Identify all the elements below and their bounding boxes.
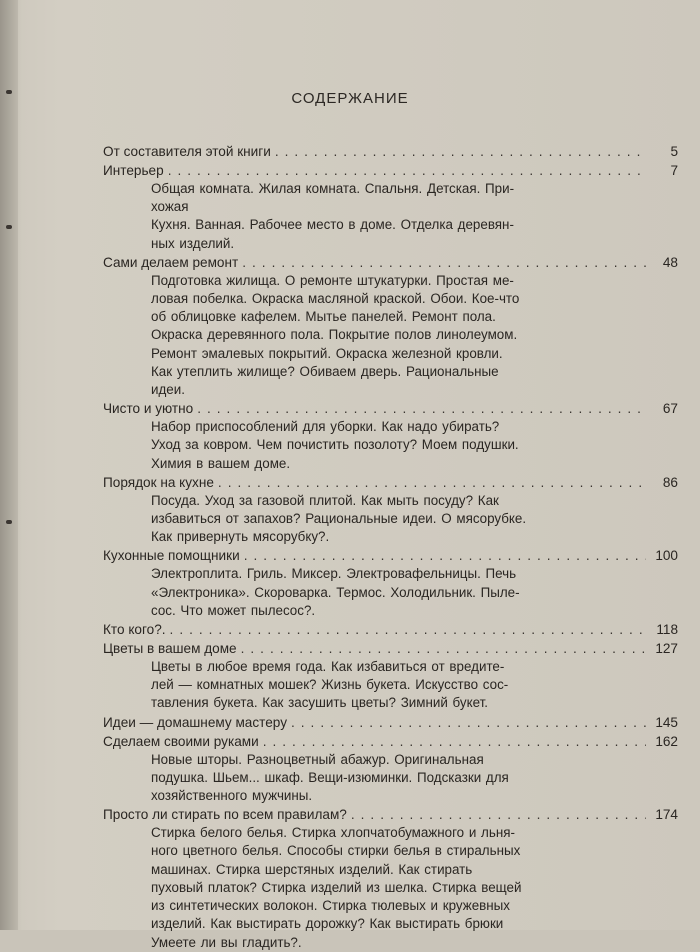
toc-entry-page: 48: [662, 254, 678, 270]
toc-entry: [103, 713, 678, 732]
dot-leader: [197, 399, 646, 418]
dot-leader: [244, 546, 646, 565]
toc-entry: [103, 732, 678, 806]
dot-leader: [242, 253, 646, 272]
toc-entry-description: Набор приспособлений для уборки. Как надо убирать? Уход за ковром. Чем почистить позолоту? Моем подушки. Химия в вашем доме.: [151, 419, 519, 471]
toc-entry: [103, 620, 678, 639]
toc-entry-title: Сделаем своими руками: [103, 733, 259, 749]
toc-entry-page: 86: [662, 474, 678, 490]
toc-entry: [103, 473, 678, 547]
dot-leader: [351, 805, 646, 824]
toc-entry: [103, 399, 678, 473]
toc-entry-title: Кто кого?.: [103, 622, 166, 638]
dot-leader: [275, 142, 646, 161]
toc-entry-page: 174: [655, 807, 678, 823]
toc-entry: [103, 639, 678, 713]
dot-leader: [263, 732, 646, 751]
toc-entry-title: Кухонные помощники: [103, 548, 240, 564]
table-of-contents: [103, 142, 678, 952]
toc-entry-row: [103, 620, 678, 639]
toc-entry-page: 100: [655, 548, 678, 564]
dot-leader: [291, 713, 646, 732]
toc-entry-page: 127: [655, 641, 678, 657]
toc-entry-page: 67: [662, 401, 678, 417]
toc-entry-description: Посуда. Уход за газовой плитой. Как мыть посуду? Как избавиться от запахов? Рациональные идеи. О мясорубке. Как привернуть мясорубку?.: [151, 492, 527, 545]
page-title: СОДЕРЖАНИЕ: [291, 90, 409, 107]
toc-entry-title: Цветы в вашем доме: [103, 641, 237, 657]
toc-entry-description: Стирка белого белья. Стирка хлопчатобумажного и льня- ного цветного белья. Способы стирки белья в стиральных машинах. Стирка шерстяных изделий. Как стирать пуховый платок? Стирка изделий из шелка. Стирка вещей из синтетических волокон. Стирка тюлевых и кружевных изделий. Как выстирать дорожку? Как выстирать брюки Умеете ли вы гладить?.: [151, 825, 522, 950]
toc-entry-description: Новые шторы. Разноцветный абажур. Оригинальная подушка. Шьем... шкаф. Вещи-изюминки. Подсказки для хозяйственного мужчины.: [151, 751, 509, 804]
toc-entry-row: [103, 732, 678, 751]
toc-entry-title: Сами делаем ремонт: [103, 254, 239, 270]
toc-entry: [103, 161, 678, 253]
toc-entry: [103, 142, 678, 161]
toc-entry-row: [103, 805, 678, 824]
toc-entry-row: [103, 161, 678, 180]
binding-mark: [6, 520, 12, 524]
toc-entry-title: Чисто и уютно: [103, 401, 194, 417]
toc-entry-row: [103, 142, 678, 161]
toc-entry-row: [103, 713, 678, 732]
toc-entry-row: [103, 399, 678, 418]
toc-entry-page: 7: [670, 163, 678, 178]
toc-entry-row: [103, 473, 678, 492]
toc-entry-description: Электроплита. Гриль. Миксер. Электровафельницы. Печь «Электроника». Скороварка. Термос. Холодильник. Пыле- сос. Что может пылесос?.: [151, 566, 520, 618]
toc-entry-page: 162: [655, 733, 678, 749]
dot-leader: [168, 161, 646, 180]
toc-entry-page: 118: [656, 622, 678, 638]
toc-entry-row: [103, 253, 678, 272]
toc-entry-row: [103, 546, 678, 565]
toc-entry-page: 5: [670, 144, 678, 159]
toc-entry-page: 145: [655, 714, 678, 730]
dot-leader: [170, 620, 646, 639]
toc-entry-description: Подготовка жилища. О ремонте штукатурки. Простая ме- ловая побелка. Окраска масляной краской. Обои. Кое-что об облицовке кафелем. Мытье панелей. Ремонт пола. Окраска деревянного пола. Покрытие полов линолеумом. Ремонт эмалевых покрытий. Окраска железной кровли. Как утеплить жилище? Обиваем дверь. Рациональные идеи.: [151, 272, 520, 398]
dot-leader: [241, 639, 646, 658]
binding-mark: [6, 225, 12, 229]
toc-entry-title: Просто ли стирать по всем правилам?: [103, 807, 347, 823]
toc-entry-title: Интерьер: [103, 163, 164, 178]
toc-entry: [103, 546, 678, 620]
toc-entry: [103, 253, 678, 399]
toc-entry-row: [103, 639, 678, 658]
toc-entry-title: От составителя этой книги: [103, 144, 271, 159]
toc-entry-title: Идеи — домашнему мастеру: [103, 714, 287, 730]
page-binding-edge: [0, 0, 18, 930]
toc-entry-description: Общая комната. Жилая комната. Спальня. Детская. При- хожая Кухня. Ванная. Рабочее место в доме. Отделка деревян- ных изделий.: [151, 181, 515, 251]
toc-entry-description: Цветы в любое время года. Как избавиться от вредите- лей — комнатных мошек? Жизнь букета. Искусство сос- тавления букета. Как засушить цветы? Зимний букет.: [151, 659, 509, 711]
toc-entry-title: Порядок на кухне: [103, 474, 214, 490]
dot-leader: [218, 473, 646, 492]
